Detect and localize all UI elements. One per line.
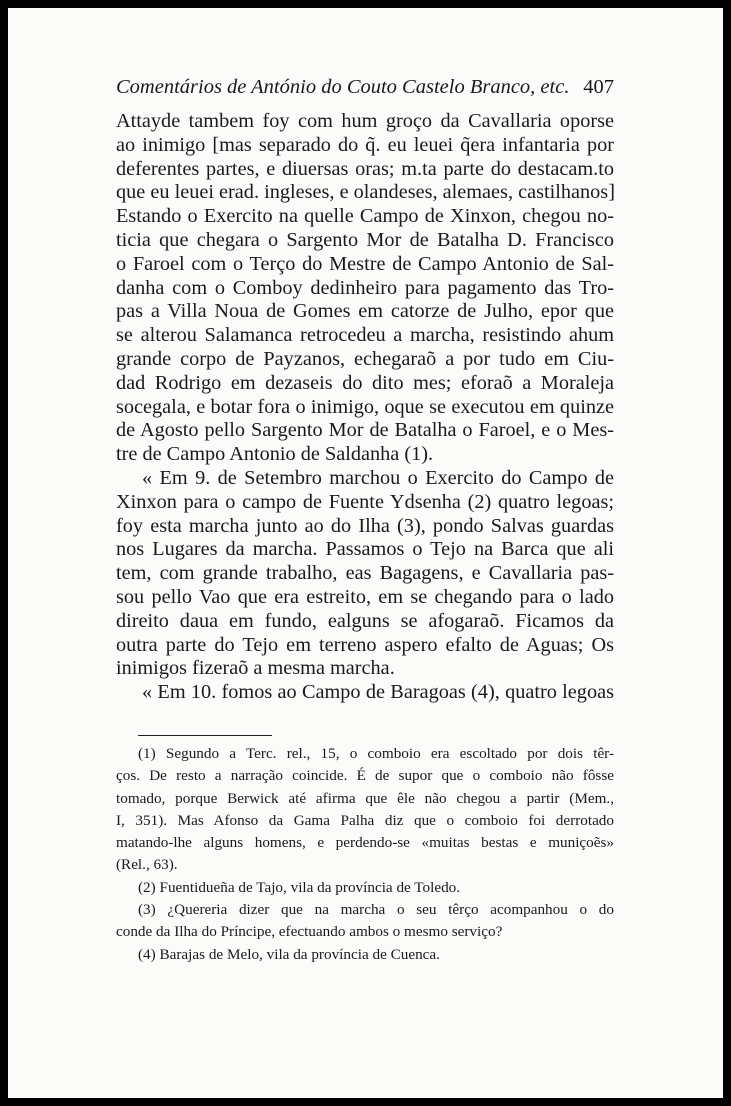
text-line: dad Rodrigo em dezaseis do dito mes; eforaõ a Moraleja (116, 371, 614, 394)
text-line: Xinxon para o campo de Fuente Ydsenha (2) quatro legoas; (116, 490, 614, 513)
footnote-line: matando-lhe alguns homens, e perdendo-se «muitas bestas e muniçoẽs» (116, 834, 614, 852)
footnote-line: (1) Segundo a Terc. rel., 15, o comboio era escoltado por dois têr- (138, 745, 614, 762)
text-line: de Agosto pello Sargento Mor de Batalha o Faroel, e o Mes- (116, 419, 614, 442)
footnote-line: (Rel., 63). (116, 856, 178, 874)
text-line: que eu leuei erad. ingleses, e olandeses, alemaes, castilhanos] (116, 181, 615, 204)
book-page (8, 8, 723, 1098)
footnote-line: conde da Ilha do Príncipe, efectuando ambos o mesmo serviço? (116, 923, 503, 941)
text-line: se alterou Salamanca retrocedeu a marcha, resistindo ahum (116, 324, 614, 347)
text-line: socegala, e botar fora o inimigo, oque se executou em quinze (116, 395, 614, 418)
text-line: tem, com grande trabalho, eas Bagagens, e Cavallaria pas- (116, 562, 614, 585)
text-line: danha com o Comboy dedinheiro para pagamento das Tro- (116, 276, 614, 299)
text-line: pas a Villa Noua de Gomes em catorze de Julho, epor que (116, 300, 614, 323)
text-line: inimigos fizeraõ a mesma marcha. (116, 657, 395, 680)
text-line: grande corpo de Payzanos, echegaraõ a por tudo em Ciu- (116, 347, 614, 370)
footnote-divider (138, 735, 272, 736)
footnote-line: (4) Barajas de Melo, vila da província de Cuenca. (138, 945, 440, 963)
text-line: outra parte do Tejo em terreno aspero efalto de Aguas; Os (116, 633, 614, 656)
footnote-line: I, 351). Mas Afonso da Gama Palha diz que o comboio foi derrotado (116, 811, 614, 829)
footnote-line: (2) Fuentidueña de Tajo, vila da província de Toledo. (138, 878, 461, 896)
text-line: o Faroel com o Terço do Mestre de Campo Antonio de Sal- (116, 252, 614, 275)
running-header (116, 76, 614, 99)
footnote-line: tomado, porque Berwick até afirma que êle não chegou a partir (Mem., (116, 789, 614, 807)
text-line: ticia que chegara o Sargento Mor de Batalha D. Francisco (116, 228, 614, 251)
text-line: « Em 9. de Setembro marchou o Exercito do Campo de (142, 466, 614, 489)
text-line: Attayde tambem foy com hum groço da Cavallaria oporse (116, 110, 614, 132)
text-line: deferentes partes, e diuersas oras; m.ta parte do destacam.to (116, 157, 614, 180)
footnote-line: ços. De resto a narração coincide. É de supor que o comboio não fôsse (116, 767, 614, 785)
text-line: sou pello Vao que era estreito, em se chegando para o lado (116, 585, 614, 608)
text-line: tre de Campo Antonio de Saldanha (1). (116, 443, 434, 466)
text-line: ao inimigo [mas separado do q̃. eu leuei q̃era infantaria por (116, 133, 614, 156)
text-line: foy esta marcha junto ao do Ilha (3), pondo Salvas guardas (116, 514, 614, 537)
text-line: nos Lugares da marcha. Passamos o Tejo na Barca que ali (116, 538, 614, 561)
main-text (116, 110, 614, 705)
text-line: Estando o Exercito na quelle Campo de Xinxon, chegou no- (116, 205, 614, 228)
footnote-line: (3) ¿Quereria dizer que na marcha o seu têrço acompanhou o do (138, 901, 614, 919)
page-number: 407 (583, 76, 614, 98)
text-line: direito daua em fundo, ealguns se afogaraõ. Ficamos da (116, 609, 614, 632)
running-title: Comentários de António do Couto Castelo Branco, etc. (116, 76, 570, 98)
text-line: « Em 10. fomos ao Campo de Baragoas (4), quatro legoas (142, 681, 614, 704)
footnotes (116, 743, 614, 966)
